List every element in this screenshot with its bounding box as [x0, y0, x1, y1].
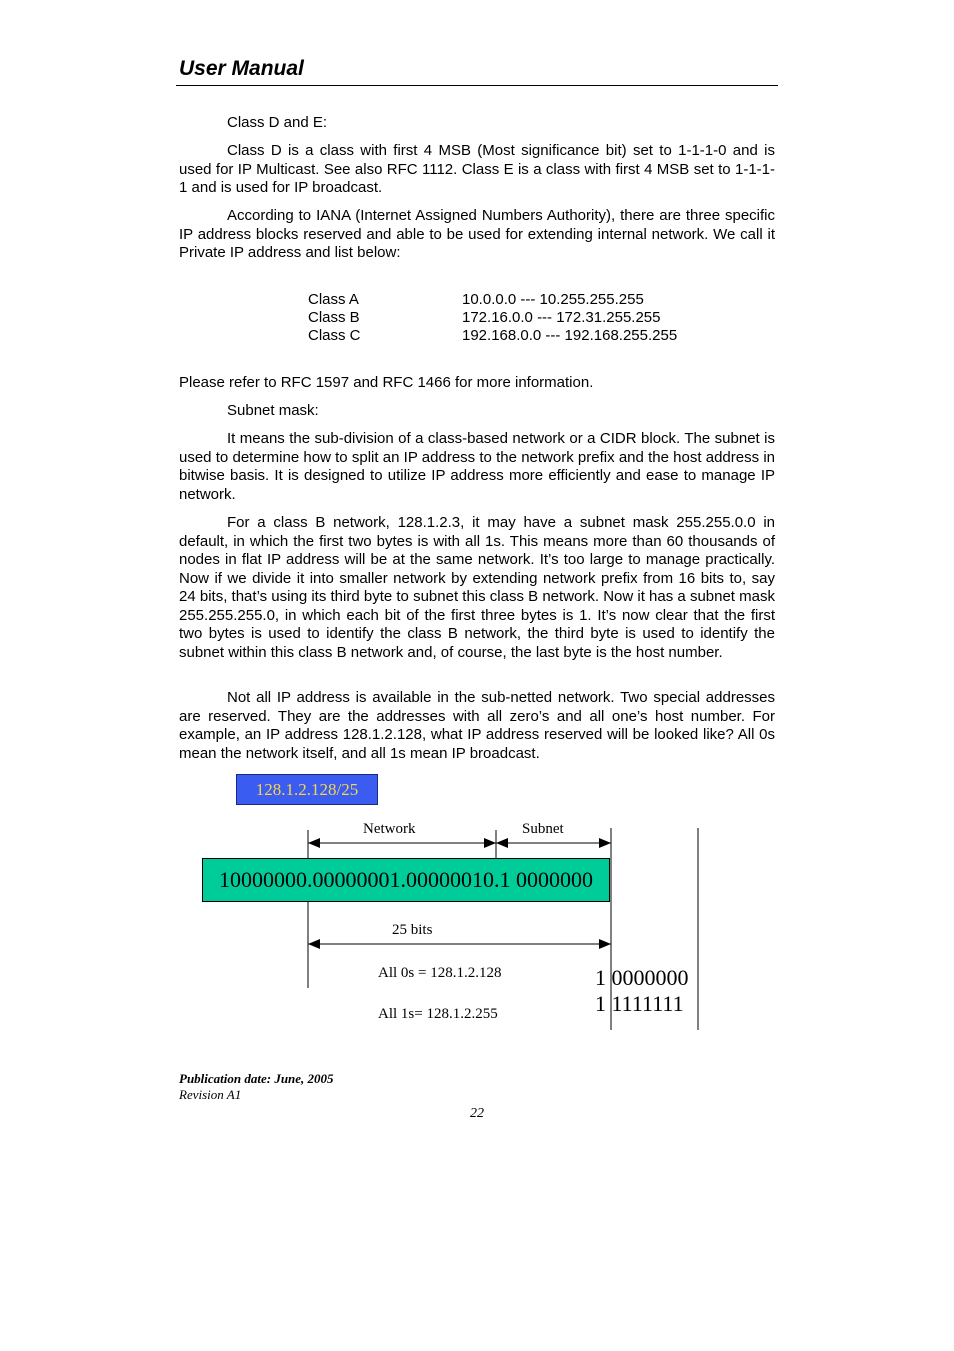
- network-label: Network: [363, 821, 416, 837]
- subnet-label: Subnet: [522, 821, 564, 837]
- subnet-paragraph-1: It means the sub-division of a class-based network or a CIDR block. The subnet is used to determine how to split an IP address to the network prefix and the host address in bitwise basis. It is designed to utilize IP address more efficiently and ease to manage IP network.: [179, 430, 775, 503]
- all-zeros-label: All 0s = 128.1.2.128: [378, 965, 502, 981]
- cidr-label-box: 128.1.2.128/25: [236, 774, 378, 805]
- class-b-range: 172.16.0.0 --- 172.31.255.255: [462, 309, 661, 326]
- all-ones-label: All 1s= 128.1.2.255: [378, 1006, 498, 1022]
- page-header-title: User Manual: [179, 57, 304, 80]
- class-b-name: Class B: [308, 309, 360, 326]
- subnet-left-arrowhead: [496, 838, 508, 848]
- class-de-paragraph: Class D is a class with first 4 MSB (Most significance bit) set to 1-1-1-0 and is used for IP Multicast. See also RFC 1112. Class E is a class with first 4 MSB set to 1-1-1-1 and is used for IP broadcast.: [179, 142, 775, 196]
- bits-right-arrowhead: [599, 939, 611, 949]
- subnet-paragraph-2: For a class B network, 128.1.2.3, it may have a subnet mask 255.255.0.0 in default, in which the first two bytes is with all 1s. This means more than 60 thousands of nodes in flat IP address will be at the same network. It’s too large to manage practically. Now if we divide it into smaller network by extending network prefix from 16 bits to, say 24 bits, that’s using its third byte to subnet this class B network. Now it has a subnet mask 255.255.255.0, in which each bit of the first three bytes is 1. It’s now clear that the first two bytes is used to identify the class B network, the third byte is used to identify the subnet within this class B network and, of course, the last byte is the host number.: [179, 514, 775, 661]
- class-a-name: Class A: [308, 291, 359, 308]
- all-zeros-bits: 1 0000000: [595, 965, 689, 990]
- subnet-mask-heading: Subnet mask:: [227, 402, 319, 419]
- publication-date: Publication date: June, 2005: [179, 1071, 334, 1086]
- bits-left-arrowhead: [308, 939, 320, 949]
- page-number: 22: [470, 1106, 484, 1121]
- subnet-paragraph-3: Not all IP address is available in the sub-netted network. Two special addresses are reserved. They are the addresses with all zero’s and all one’s host number. For example, an IP address 128.1.2.128, what IP address reserved will be looked like? All 0s mean the network itself, and all 1s mean IP broadcast.: [179, 689, 775, 762]
- bits-count-label: 25 bits: [392, 922, 433, 938]
- network-left-arrowhead: [308, 838, 320, 848]
- all-ones-bits: 1 1111111: [595, 991, 684, 1016]
- iana-paragraph: According to IANA (Internet Assigned Numbers Authority), there are three specific IP address blocks reserved and able to be used for extending internal network. We call it Private IP address and list below:: [179, 207, 775, 261]
- class-c-name: Class C: [308, 327, 361, 344]
- rfc-reference: Please refer to RFC 1597 and RFC 1466 for more information.: [179, 374, 594, 391]
- class-de-heading: Class D and E:: [227, 114, 328, 131]
- binary-address-box: 10000000.00000001.00000010.1 0000000: [202, 858, 610, 902]
- subnet-right-arrowhead: [599, 838, 611, 848]
- revision-label: Revision A1: [179, 1087, 242, 1102]
- class-a-range: 10.0.0.0 --- 10.255.255.255: [462, 291, 644, 308]
- network-right-arrowhead: [484, 838, 496, 848]
- class-c-range: 192.168.0.0 --- 192.168.255.255: [462, 327, 678, 344]
